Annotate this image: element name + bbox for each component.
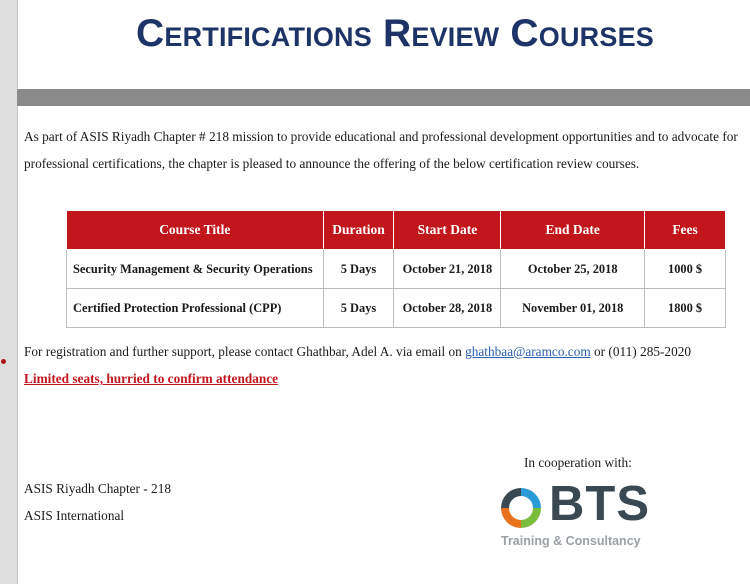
bts-logo — [497, 477, 672, 554]
limited-seats-notice: Limited seats, hurried to confirm attendance — [24, 371, 279, 386]
header-fees: Fees — [645, 211, 726, 250]
cell-course-title: Security Management & Security Operations — [67, 250, 324, 289]
header-start-date: Start Date — [394, 211, 501, 250]
header-duration: Duration — [323, 211, 394, 250]
cell-start-date: October 21, 2018 — [394, 250, 501, 289]
intro-paragraph: As part of ASIS Riyadh Chapter # 218 mission to provide educational and professional development opportunities and to advocate for professional certifications, the chapter is pleased to announce the offering of the below certification review courses. — [24, 129, 738, 171]
contact-phone: or (011) 285-2020 — [590, 344, 692, 359]
header-end-date: End Date — [501, 211, 645, 250]
cell-start-date: October 28, 2018 — [394, 289, 501, 328]
cell-end-date: October 25, 2018 — [501, 250, 645, 289]
cell-duration: 5 Days — [323, 250, 394, 289]
bts-logo-text: BTS — [549, 477, 650, 531]
cell-course-title: Certified Protection Professional (CPP) — [67, 289, 324, 328]
footer-chapter: ASIS Riyadh Chapter - 218 — [24, 481, 171, 496]
contact-line — [24, 344, 691, 360]
table-row — [67, 289, 726, 328]
email-link[interactable]: ghathbaa@aramco.com — [465, 344, 591, 359]
cell-fees: 1800 $ — [645, 289, 726, 328]
header-course-title: Course Title — [67, 211, 324, 250]
table-row — [67, 250, 726, 289]
contact-text: For registration and further support, please contact Ghathbar, Adel A. via email on — [24, 344, 466, 359]
bullet-dot — [1, 359, 6, 364]
cooperation-label: In cooperation with: — [524, 455, 632, 470]
cell-fees: 1000 $ — [645, 250, 726, 289]
cell-duration: 5 Days — [323, 289, 394, 328]
table-header-row — [67, 211, 726, 250]
left-margin-stripe — [0, 0, 18, 584]
bts-tagline: Training & Consultancy — [501, 534, 641, 548]
bts-logo-mark-icon — [497, 484, 545, 532]
cell-end-date: November 01, 2018 — [501, 289, 645, 328]
page-title: Certifications Review Courses — [136, 12, 654, 55]
footer-organization: ASIS International — [24, 508, 125, 523]
header-divider-bar — [17, 89, 750, 106]
courses-table — [66, 210, 726, 328]
